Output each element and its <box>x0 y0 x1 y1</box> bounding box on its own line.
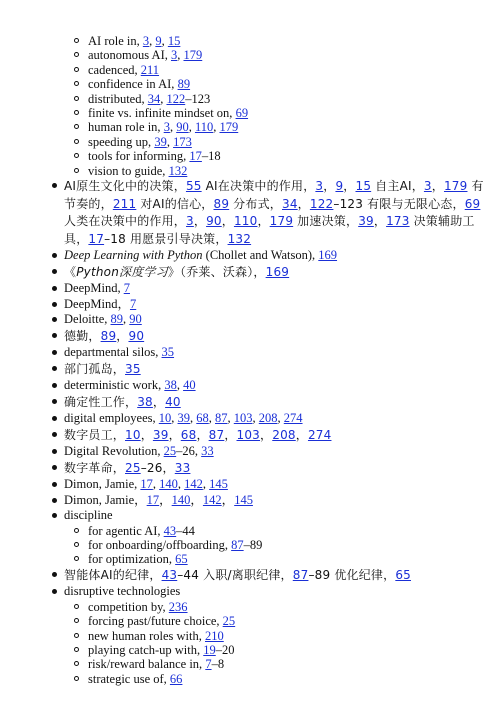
entry-text: –18 <box>201 149 221 164</box>
page-ref-link[interactable]: 274 <box>283 411 303 426</box>
page-ref-link[interactable]: 43 <box>161 567 178 582</box>
page-ref-link[interactable]: 55 <box>185 179 202 194</box>
entry-text: , <box>177 477 185 492</box>
entry-text: strategic use of, <box>88 671 170 686</box>
page-ref-link[interactable]: 25 <box>125 460 141 475</box>
index-entry <box>64 567 486 585</box>
page-ref-link[interactable]: 35 <box>161 345 175 360</box>
page-ref-link[interactable]: 89 <box>110 312 124 327</box>
entry-text: ， <box>221 492 235 507</box>
index-entry <box>64 444 486 460</box>
page-ref-link[interactable]: 140 <box>159 477 178 492</box>
entry-text: –123 有限与无限心态， <box>333 196 465 211</box>
entry-text: for agentic AI, <box>88 523 164 538</box>
page-ref-link[interactable]: 34 <box>282 196 298 211</box>
entry-text: –20 <box>215 643 235 657</box>
page-ref-link[interactable]: 3 <box>170 48 178 63</box>
entry-text: , <box>152 477 160 492</box>
entry-text: distributed, <box>88 91 148 106</box>
entry-text: , <box>171 411 178 426</box>
entry-text: , <box>188 120 195 135</box>
entry-text: 部门孤岛， <box>64 361 126 376</box>
page-ref-link[interactable]: 145 <box>209 477 228 492</box>
entry-text: 数字员工， <box>64 427 126 442</box>
entry-text: risk/reward balance in, <box>88 657 206 672</box>
entry-text: (Chollet and Watson), <box>202 248 319 263</box>
page-ref-link[interactable]: 3 <box>163 120 170 135</box>
index-entry <box>64 312 486 328</box>
index-subentry <box>88 552 486 566</box>
entry-text: ， <box>140 427 153 442</box>
page-ref-link[interactable]: 65 <box>395 567 411 582</box>
page-ref-link[interactable]: 110 <box>233 214 258 229</box>
entry-text: , <box>177 48 184 63</box>
entry-text: AI role in, <box>88 34 143 48</box>
entry-text: forcing past/future choice, <box>88 614 223 629</box>
page-ref-link[interactable]: 7 <box>205 657 212 672</box>
entry-text: ， <box>373 214 387 229</box>
page-ref-link[interactable]: 33 <box>201 444 214 459</box>
page-ref-link[interactable]: 25 <box>222 614 236 629</box>
page-ref-link[interactable]: 89 <box>100 328 117 343</box>
page-ref-link[interactable]: 211 <box>140 62 160 77</box>
index-entry <box>64 264 486 282</box>
index-subentry <box>88 77 486 91</box>
subentry-list <box>64 600 486 686</box>
index-entry <box>64 361 486 379</box>
page-ref-link[interactable]: 68 <box>196 411 209 426</box>
entry-text: AI原生文化中的决策， <box>64 179 186 194</box>
index-subentry <box>88 629 486 643</box>
page-ref-link[interactable]: 3 <box>142 34 150 48</box>
page-ref-link[interactable]: 90 <box>206 214 222 229</box>
index-subentry <box>88 672 486 686</box>
page-ref-link[interactable]: 10 <box>125 427 141 442</box>
entry-text: discipline <box>64 508 113 523</box>
page-ref-link[interactable]: 43 <box>163 523 177 538</box>
entry-text: 自主AI， <box>371 179 424 194</box>
entry-text: tools for informing, <box>88 149 190 164</box>
index-subentry <box>88 600 486 614</box>
page-ref-link[interactable]: 38 <box>137 394 153 409</box>
page-ref-link[interactable]: 87 <box>231 537 244 552</box>
entry-text: digital employees, <box>64 411 159 426</box>
page-ref-link[interactable]: 40 <box>165 394 181 409</box>
page-ref-link[interactable]: 90 <box>128 328 145 343</box>
entry-text: 人类在决策中的作用， <box>64 214 187 229</box>
entry-text: ， <box>257 214 270 229</box>
entry-text: , <box>252 411 259 426</box>
entry-text: speeding up, <box>88 134 155 149</box>
page-ref-link[interactable]: 87 <box>215 411 228 426</box>
index-subentry <box>88 149 486 163</box>
page-ref-link[interactable]: 34 <box>147 91 161 106</box>
entry-text: , <box>176 378 184 393</box>
page-ref-link[interactable]: 39 <box>177 411 191 426</box>
page-ref-link[interactable]: 3 <box>315 179 324 194</box>
page-ref-link[interactable]: 7 <box>123 281 130 296</box>
entry-text: –26, <box>176 444 202 459</box>
entry-text: , <box>190 411 197 426</box>
page-ref-link[interactable]: 208 <box>272 427 296 442</box>
page-ref-link[interactable]: 87 <box>208 427 225 442</box>
index-subentry <box>88 48 486 62</box>
entry-text: –8 <box>211 657 225 672</box>
entry-text: 对AI的信心， <box>136 196 214 211</box>
entry-text: 《 <box>64 264 77 279</box>
entry-text: –18 用愿景引导决策， <box>104 231 228 246</box>
page-ref-link[interactable]: 25 <box>163 444 177 459</box>
entry-text: competition by, <box>88 599 169 614</box>
index-entry <box>64 427 486 445</box>
index-subentry <box>88 643 486 657</box>
page-ref-link[interactable]: 69 <box>464 196 481 211</box>
entry-text: –89 优化纪律， <box>308 567 396 582</box>
entry-text: ， <box>295 427 308 442</box>
page-ref-link[interactable]: 122 <box>166 91 186 106</box>
page-ref-link[interactable]: 210 <box>205 628 224 643</box>
page-ref-link[interactable]: 89 <box>177 77 191 92</box>
page-ref-link[interactable]: 9 <box>155 34 162 48</box>
page-ref-link[interactable]: 68 <box>180 427 197 442</box>
page-ref-link[interactable]: 15 <box>167 34 181 48</box>
entry-text: cadenced, <box>88 62 141 77</box>
index-list <box>0 34 486 686</box>
page-ref-link[interactable]: 17 <box>88 231 105 246</box>
page-ref-link[interactable]: 103 <box>236 427 261 442</box>
entry-text: Dimon, Jamie, <box>64 477 141 492</box>
entry-text: autonomous AI, <box>88 48 171 63</box>
entry-text: DeepMind， <box>64 296 130 311</box>
page-ref-link[interactable]: 122 <box>309 196 334 211</box>
entry-text: , <box>169 120 177 135</box>
page-ref-link[interactable]: 33 <box>174 460 191 475</box>
entry-text: 分布式， <box>229 196 282 211</box>
entry-text: confidence in AI, <box>88 77 178 92</box>
entry-text: for optimization, <box>88 552 176 567</box>
entry-text: ， <box>168 427 181 442</box>
page-ref-link[interactable]: 140 <box>171 492 191 507</box>
entry-text: ， <box>190 492 203 507</box>
index-entry-continued <box>64 34 486 178</box>
entry-text: ， <box>260 427 273 442</box>
page-ref-link[interactable]: 179 <box>269 214 294 229</box>
entry-text: vision to guide, <box>88 163 169 178</box>
entry-text: DeepMind, <box>64 281 124 296</box>
index-subentry <box>88 164 486 178</box>
page-ref-link[interactable]: 7 <box>129 296 137 311</box>
entry-text: ， <box>152 394 166 409</box>
index-entry <box>64 508 486 567</box>
page-ref-link[interactable]: 169 <box>265 264 290 279</box>
page-ref-link[interactable]: 90 <box>176 120 189 135</box>
entry-text: –44 <box>176 523 195 538</box>
page-ref-link[interactable]: 89 <box>213 196 230 211</box>
page-ref-link[interactable]: 173 <box>386 214 410 229</box>
entry-text: –26， <box>140 460 175 475</box>
entry-text: ， <box>159 492 172 507</box>
entry-text: 有节奏的， <box>64 179 484 211</box>
index-entry <box>64 178 486 248</box>
page-ref-link[interactable]: 179 <box>443 179 468 194</box>
page-ref-link[interactable]: 173 <box>173 134 192 149</box>
entry-text: deterministic work, <box>64 378 165 393</box>
index-entry <box>64 394 486 412</box>
entry-text: Dimon, Jamie， <box>64 492 147 507</box>
page-ref-link[interactable]: 142 <box>202 492 222 507</box>
index-subentry <box>88 34 486 48</box>
page-ref-link[interactable]: 35 <box>125 361 141 376</box>
page-ref-link[interactable]: 3 <box>423 179 432 194</box>
page-ref-link[interactable]: 17 <box>140 477 153 492</box>
index-entry <box>64 378 486 394</box>
index-subentry <box>88 92 486 106</box>
entry-text: ， <box>343 179 356 194</box>
entry-text: ， <box>224 427 237 442</box>
index-entry <box>64 477 486 493</box>
entry-text: , <box>202 477 210 492</box>
page-ref-link[interactable]: 10 <box>158 411 172 426</box>
entry-text: 智能体AI的纪律， <box>64 567 162 582</box>
entry-text: ， <box>431 179 444 194</box>
entry-text: , <box>161 34 168 48</box>
page-ref-link[interactable]: 87 <box>292 567 309 582</box>
index-subentry <box>88 657 486 671</box>
entry-text: –89 <box>243 537 263 552</box>
entry-text: ， <box>323 179 336 194</box>
entry-text: 》（乔莱、沃森）， <box>167 264 266 279</box>
entry-text: , <box>149 34 156 48</box>
page-ref-link[interactable]: 236 <box>168 599 188 614</box>
entry-text: , <box>213 120 220 135</box>
entry-text: 德勤， <box>64 328 101 343</box>
page-ref-link[interactable]: 66 <box>169 671 183 686</box>
page-ref-link[interactable]: 17 <box>146 492 160 507</box>
index-entry <box>64 281 486 297</box>
index-subentry <box>88 524 486 538</box>
page-ref-link[interactable]: 142 <box>184 477 203 492</box>
index-subentry <box>88 614 486 628</box>
entry-text: ， <box>196 427 209 442</box>
index-entries <box>0 34 486 686</box>
page-ref-link[interactable]: 39 <box>152 427 169 442</box>
page-ref-link[interactable]: 179 <box>183 48 203 63</box>
entry-text: , <box>160 91 167 106</box>
entry-text: 数字革命， <box>64 460 126 475</box>
page-ref-link[interactable]: 39 <box>358 214 374 229</box>
index-entry <box>64 493 486 509</box>
entry-text: ， <box>297 196 310 211</box>
page-ref-link[interactable]: 40 <box>183 378 196 393</box>
page-ref-link[interactable]: 17 <box>189 149 202 164</box>
page-ref-link[interactable]: 38 <box>164 378 177 393</box>
index-entry <box>64 345 486 361</box>
page-ref-link[interactable]: 65 <box>175 552 188 567</box>
page-ref-link[interactable]: 211 <box>112 196 137 211</box>
index-entry <box>64 460 486 478</box>
page-ref-link[interactable]: 110 <box>194 120 214 135</box>
entry-text: , <box>227 411 234 426</box>
entry-text: , <box>277 411 284 426</box>
page-ref-link[interactable]: 274 <box>307 427 332 442</box>
index-entry <box>64 297 486 313</box>
entry-text: AI在决策中的作用， <box>201 179 316 194</box>
title-text: Python深度学习 <box>76 264 168 279</box>
entry-text: ， <box>116 328 129 343</box>
page-ref-link[interactable]: 90 <box>129 312 142 327</box>
index-entry <box>64 411 486 427</box>
index-subentry <box>88 120 486 134</box>
page-ref-link[interactable]: 69 <box>235 106 249 121</box>
entry-text: 加速决策， <box>293 214 359 229</box>
entry-text: departmental silos, <box>64 345 162 360</box>
entry-text: , <box>123 312 130 327</box>
page-ref-link[interactable]: 3 <box>186 214 194 229</box>
index-subentry <box>88 63 486 77</box>
entry-text: –44 入职/离职纪律， <box>177 567 293 582</box>
page-ref-link[interactable]: 208 <box>258 411 278 426</box>
entry-text: Deloitte, <box>64 312 111 327</box>
entry-text: 决策辅助工具， <box>64 214 475 246</box>
index-entry <box>64 248 486 264</box>
entry-text: –123 <box>185 91 211 106</box>
index-entry <box>64 328 486 346</box>
page-ref-link[interactable]: 179 <box>219 120 239 135</box>
page-ref-link[interactable]: 39 <box>154 134 167 149</box>
subentry-list <box>64 34 486 178</box>
entry-text: for onboarding/offboarding, <box>88 537 232 552</box>
entry-text: 确定性工作， <box>64 394 138 409</box>
entry-text: human role in, <box>88 120 164 135</box>
entry-text: finite vs. infinite mindset on, <box>88 106 236 121</box>
entry-text: Digital Revolution, <box>64 444 164 459</box>
entry-text: , <box>166 134 174 149</box>
page-ref-link[interactable]: 132 <box>227 231 252 246</box>
entry-text: , <box>208 411 216 426</box>
index-subentry <box>88 538 486 552</box>
page-ref-link[interactable]: 15 <box>355 179 372 194</box>
entry-text: ， <box>193 214 207 229</box>
title-text: Deep Learning with Python <box>64 248 203 263</box>
page-ref-link[interactable]: 132 <box>168 163 188 178</box>
page-ref-link[interactable]: 9 <box>335 179 344 194</box>
entry-text: playing catch-up with, <box>88 643 204 657</box>
entry-text: disruptive technologies <box>64 584 181 599</box>
index-entry <box>64 584 486 686</box>
page-ref-link[interactable]: 19 <box>203 643 216 657</box>
subentry-list <box>64 524 486 567</box>
entry-text: ， <box>221 214 234 229</box>
index-subentry <box>88 106 486 120</box>
page-ref-link[interactable]: 145 <box>234 492 253 507</box>
entry-text: new human roles with, <box>88 628 205 643</box>
index-subentry <box>88 135 486 149</box>
page-ref-link[interactable]: 103 <box>233 411 253 426</box>
page-ref-link[interactable]: 169 <box>318 248 338 263</box>
